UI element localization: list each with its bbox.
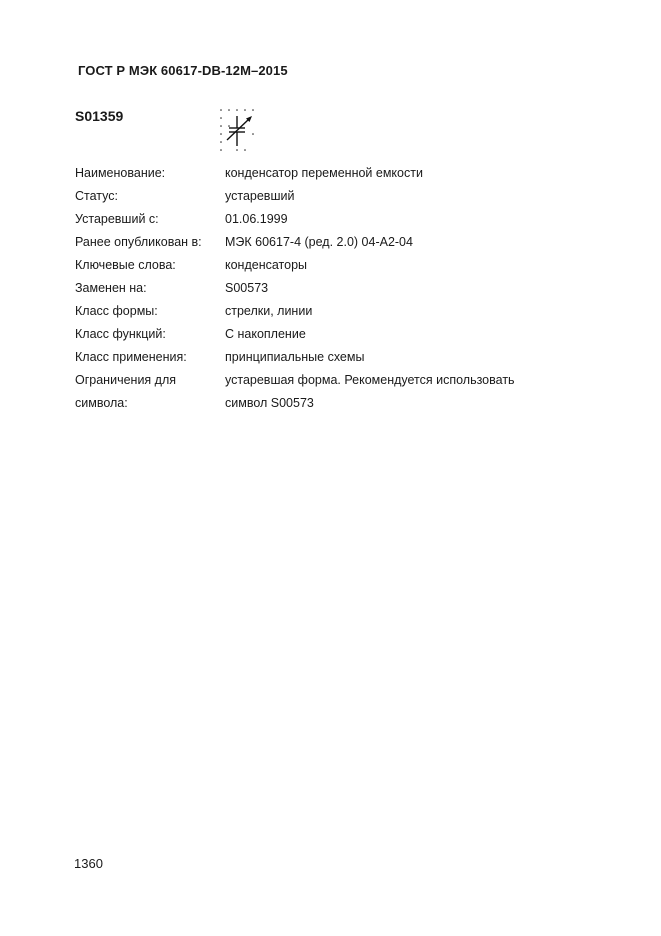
field-label-line: символа:: [75, 396, 128, 410]
field-value-line: символ S00573: [225, 396, 314, 410]
field-label: Класс функций:: [75, 327, 166, 341]
field-value: S00573: [225, 281, 269, 295]
field-row-function-class: [75, 325, 555, 348]
field-value-line: устаревшая форма. Рекомендуется использовать: [225, 373, 515, 387]
symbol-properties: [75, 164, 555, 417]
field-label: Заменен на:: [75, 281, 147, 295]
field-label: Класс применения:: [75, 350, 187, 364]
symbol-code: S01359: [75, 108, 124, 124]
field-row-status: [75, 187, 555, 210]
field-value: конденсатор переменной емкости: [225, 166, 423, 180]
field-label: Устаревший с:: [75, 212, 159, 226]
field-label-line: Ограничения для: [75, 373, 177, 387]
field-value: принципиальные схемы: [225, 350, 365, 364]
field-value: С накопление: [225, 327, 306, 341]
field-value: стрелки, линии: [225, 304, 313, 318]
field-value: [225, 371, 555, 417]
field-row-keywords: [75, 256, 555, 279]
page-number: 1360: [74, 856, 103, 871]
field-value: 01.06.1999: [225, 212, 288, 226]
field-label: Статус:: [75, 189, 118, 203]
field-value: конденсаторы: [225, 258, 308, 272]
field-row-replaced-by: [75, 279, 555, 302]
field-row-shape-class: [75, 302, 555, 325]
field-value: МЭК 60617-4 (ред. 2.0) 04-A2-04: [225, 235, 413, 249]
field-label: Ранее опубликован в:: [75, 235, 202, 249]
field-label: Ключевые слова:: [75, 258, 176, 272]
field-row-name: [75, 164, 555, 187]
field-value: устаревший: [225, 189, 295, 203]
field-label: Наименование:: [75, 166, 166, 180]
field-row-restrictions: [75, 371, 555, 417]
document-header: ГОСТ Р МЭК 60617-DB-12M–2015: [78, 63, 288, 78]
field-row-obsolete-since: [75, 210, 555, 233]
variable-capacitor-symbol-icon: [215, 106, 265, 158]
field-row-previously-published: [75, 233, 555, 256]
field-label: [75, 371, 225, 417]
field-row-application-class: [75, 348, 555, 371]
field-label: Класс формы:: [75, 304, 158, 318]
